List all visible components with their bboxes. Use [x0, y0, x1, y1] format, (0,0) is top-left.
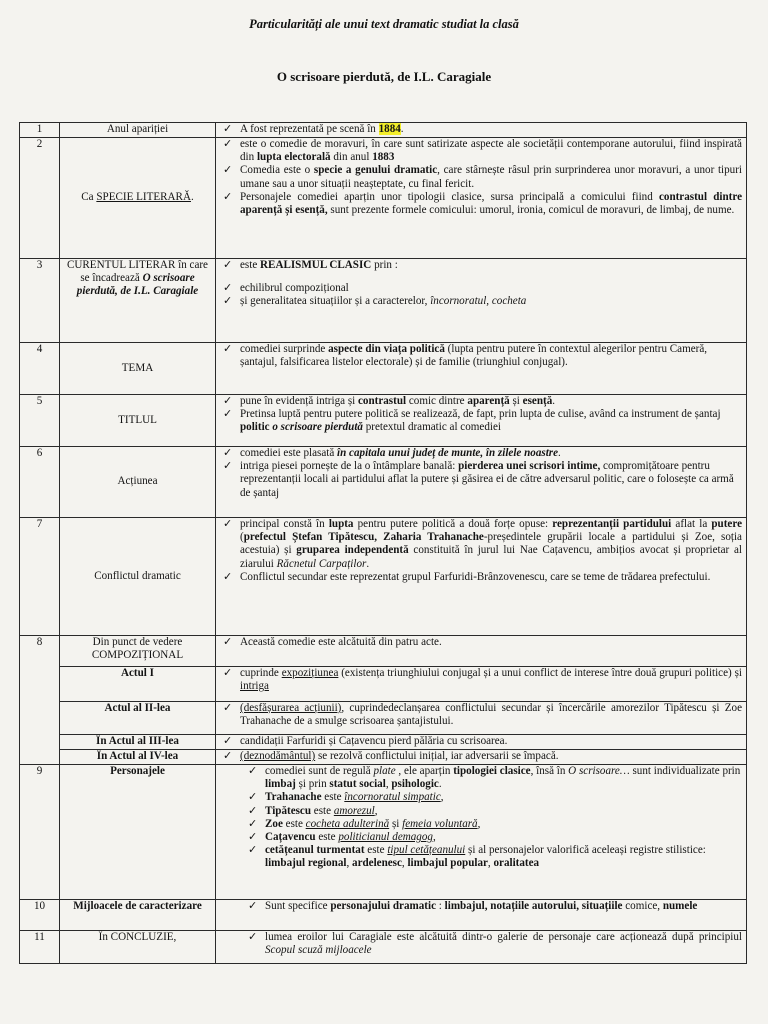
- checkmark-icon: ✓: [223, 408, 233, 421]
- checkmark-icon: ✓: [248, 931, 258, 943]
- table-row: [20, 259, 747, 343]
- row-number: 5: [20, 395, 60, 447]
- row-content: ✓ Această comedie este alcătuită din patru acte.: [216, 636, 747, 667]
- table-row: [20, 900, 747, 931]
- table-row: [20, 735, 747, 750]
- row-label: TITLUL: [60, 395, 216, 447]
- checkmark-icon: ✓: [248, 804, 258, 817]
- row-content: ✓ A fost reprezentată pe scenă în 1884.: [216, 123, 747, 138]
- row-label: Anul apariției: [60, 123, 216, 138]
- row-label: Personajele: [60, 765, 216, 900]
- characteristics-table: [19, 122, 747, 964]
- table-row: [20, 447, 747, 518]
- row-label: În CONCLUZIE,: [60, 931, 216, 964]
- checkmark-icon: ✓: [223, 190, 233, 203]
- checkmark-icon: ✓: [248, 791, 258, 804]
- table-row: [20, 750, 747, 765]
- row-label: CURENTUL LITERAR în care se încadrează O scrisoare pierdută, de I.L. Caragiale: [60, 259, 216, 343]
- checkmark-icon: ✓: [223, 447, 233, 459]
- table-row: [20, 343, 747, 395]
- row-number: 3: [20, 259, 60, 343]
- highlighted-year: 1884: [378, 123, 401, 135]
- row-number: 11: [20, 931, 60, 964]
- checkmark-icon: ✓: [223, 460, 233, 473]
- checkmark-icon: ✓: [248, 831, 258, 844]
- checkmark-icon: ✓: [223, 138, 233, 150]
- row-number: 1: [20, 123, 60, 138]
- row-number: 8: [20, 636, 60, 765]
- checkmark-icon: ✓: [248, 844, 258, 857]
- row-content: ✓ Sunt specifice personajului dramatic : limbajul, notațiile autorului, situațiile comice, numele: [216, 900, 747, 931]
- checkmark-icon: ✓: [248, 765, 258, 777]
- row-number: 6: [20, 447, 60, 518]
- row-label: Actul al II-lea: [60, 702, 216, 735]
- row-label: Mijloacele de caracterizare: [60, 900, 216, 931]
- row-content: ✓ este REALISMUL CLASIC prin : ✓ echilibrul compozițional ✓ și generalitatea situațiilor și a caracterelor, încornoratul, cocheta: [216, 259, 747, 343]
- row-content: ✓ cuprinde expozițiunea (existența triunghiului conjugal și a unui conflict de interese între două grupuri politice) și intriga: [216, 667, 747, 702]
- checkmark-icon: ✓: [223, 295, 233, 308]
- row-content: ✓ pune în evidență intriga și contrastul comic dintre aparență și esență. ✓ Pretinsa luptă pentru putere politică se realizează, de fapt, prin lupta de culise, având ca instrument de șantaj politic o scrisoare pierdută pretextul dramatic al comediei: [216, 395, 747, 447]
- checkmark-icon: ✓: [223, 259, 233, 271]
- checkmark-icon: ✓: [223, 735, 233, 747]
- document-subtitle: O scrisoare pierdută, de I.L. Caragiale: [276, 69, 492, 84]
- checkmark-icon: ✓: [223, 282, 233, 295]
- table-row: [20, 636, 747, 667]
- row-number: 4: [20, 343, 60, 395]
- row-number: 10: [20, 900, 60, 931]
- row-label: TEMA: [60, 343, 216, 395]
- checkmark-icon: ✓: [223, 636, 233, 648]
- checkmark-icon: ✓: [223, 702, 233, 714]
- row-label: Actul I: [60, 667, 216, 702]
- row-label: Din punct de vedere COMPOZIȚIONAL: [60, 636, 216, 667]
- row-number: 9: [20, 765, 60, 900]
- row-label: Ca SPECIE LITERARĂ.: [60, 138, 216, 259]
- row-content: ✓ (desfășurarea acțiunii), cuprindedeclanșarea conflictului secundar și încercările amorezilor Tipătescu și Zoe Trahanache de a smulge scrisoarea șantajistului.: [216, 702, 747, 735]
- row-label: Conflictul dramatic: [60, 518, 216, 636]
- checkmark-icon: ✓: [223, 164, 233, 177]
- checkmark-icon: ✓: [223, 343, 233, 355]
- row-label: Acțiunea: [60, 447, 216, 518]
- table-row: [20, 518, 747, 636]
- document-title: Particularități ale unui text dramatic studiat la clasă: [249, 17, 519, 31]
- row-label: În Actul al IV-lea: [60, 750, 216, 765]
- table-row: [20, 702, 747, 735]
- row-content: ✓ comediei surprinde aspecte din viața politică (lupta pentru putere în contextul alegerilor pentru Cameră, șantajul, falsificarea listelor electorale) și de familie (triunghiul conjugal).: [216, 343, 747, 395]
- table-row: [20, 667, 747, 702]
- checkmark-icon: ✓: [223, 123, 233, 135]
- table-row: [20, 395, 747, 447]
- checkmark-icon: ✓: [248, 817, 258, 830]
- row-content: ✓ (deznodământul) se rezolvă conflictului inițial, iar adversarii se împacă.: [216, 750, 747, 765]
- row-number: 2: [20, 138, 60, 259]
- checkmark-icon: ✓: [223, 518, 233, 530]
- checkmark-icon: ✓: [248, 900, 258, 912]
- checkmark-icon: ✓: [223, 395, 233, 407]
- row-label: În Actul al III-lea: [60, 735, 216, 750]
- checkmark-icon: ✓: [223, 750, 233, 762]
- table-row: [20, 138, 747, 259]
- row-content: ✓ comediei este plasată în capitala unui județ de munte, în zilele noastre. ✓ intriga piesei pornește de la o întâmplare banală: pierderea unei scrisori intime, compromițătoare pentru reprezentanții locali ai partidului aflat la putere și găsirea ei de către adversarul politic, care o folosește ca armă de șantaj: [216, 447, 747, 518]
- table-row: [20, 123, 747, 138]
- table-row: [20, 765, 747, 900]
- checkmark-icon: ✓: [223, 570, 233, 583]
- row-content: ✓ comediei sunt de regulă plate , ele aparțin tipologiei clasice, însă în O scrisoare… sunt individualizate prin limbaj și prin statut social, psihologic. ✓ Trahanache este încornoratul simpatic, ✓ Tipătescu este amorezul, ✓ Zoe este cocheta adulterină și femeia voluntară, ✓ Cațavencu este politicianul demagog, ✓ cetățeanul turmentat este tipul cetățeanului și al personajelor valorifică aceleași registre stilistice: limbajul regional, ardelenesc, limbajul popular, oralitatea: [216, 765, 747, 900]
- row-content: ✓ principal constă în lupta pentru putere politică a două forțe opuse: reprezentanții partidului aflat la putere (prefectul Ștefan Tipătescu, Zaharia Trahanache-președintele grupării locale a partidului și Zoe, soția acestuia) și gruparea independentă constituită în jurul lui Nae Cațavencu, ambițios avocat și proprietar al ziarului Răcnetul Carpaților. ✓ Conflictul secundar este reprezentat grupul Farfuridi-Brânzovenescu, care se teme de trădarea prefectului.: [216, 518, 747, 636]
- row-number: 7: [20, 518, 60, 636]
- row-content: ✓ candidații Farfuridi și Cațavencu pierd pălăria cu scrisoarea.: [216, 735, 747, 750]
- checkmark-icon: ✓: [223, 667, 233, 679]
- row-content: ✓ este o comedie de moravuri, în care sunt satirizate aspecte ale societății contemporane autorului, fiind inspirată din lupta electorală din anul 1883 ✓ Comedia este o specie a genului dramatic, care stârnește râsul prin surprinderea unor moravuri, a unor tipuri umane sau a unor situații neașteptate, cu final fericit. ✓ Personajele comediei aparțin unor tipologii clasice, sursa principală a comicului fiind contrastul dintre aparență și esență, sunt prezente formele comicului: umorul, ironia, comicul de moravuri, de limbaj, de nume.: [216, 138, 747, 259]
- row-content: ✓ lumea eroilor lui Caragiale este alcătuită dintr-o galerie de personaje care acționează după principiul Scopul scuză mijloacele: [216, 931, 747, 964]
- table-row: [20, 931, 747, 964]
